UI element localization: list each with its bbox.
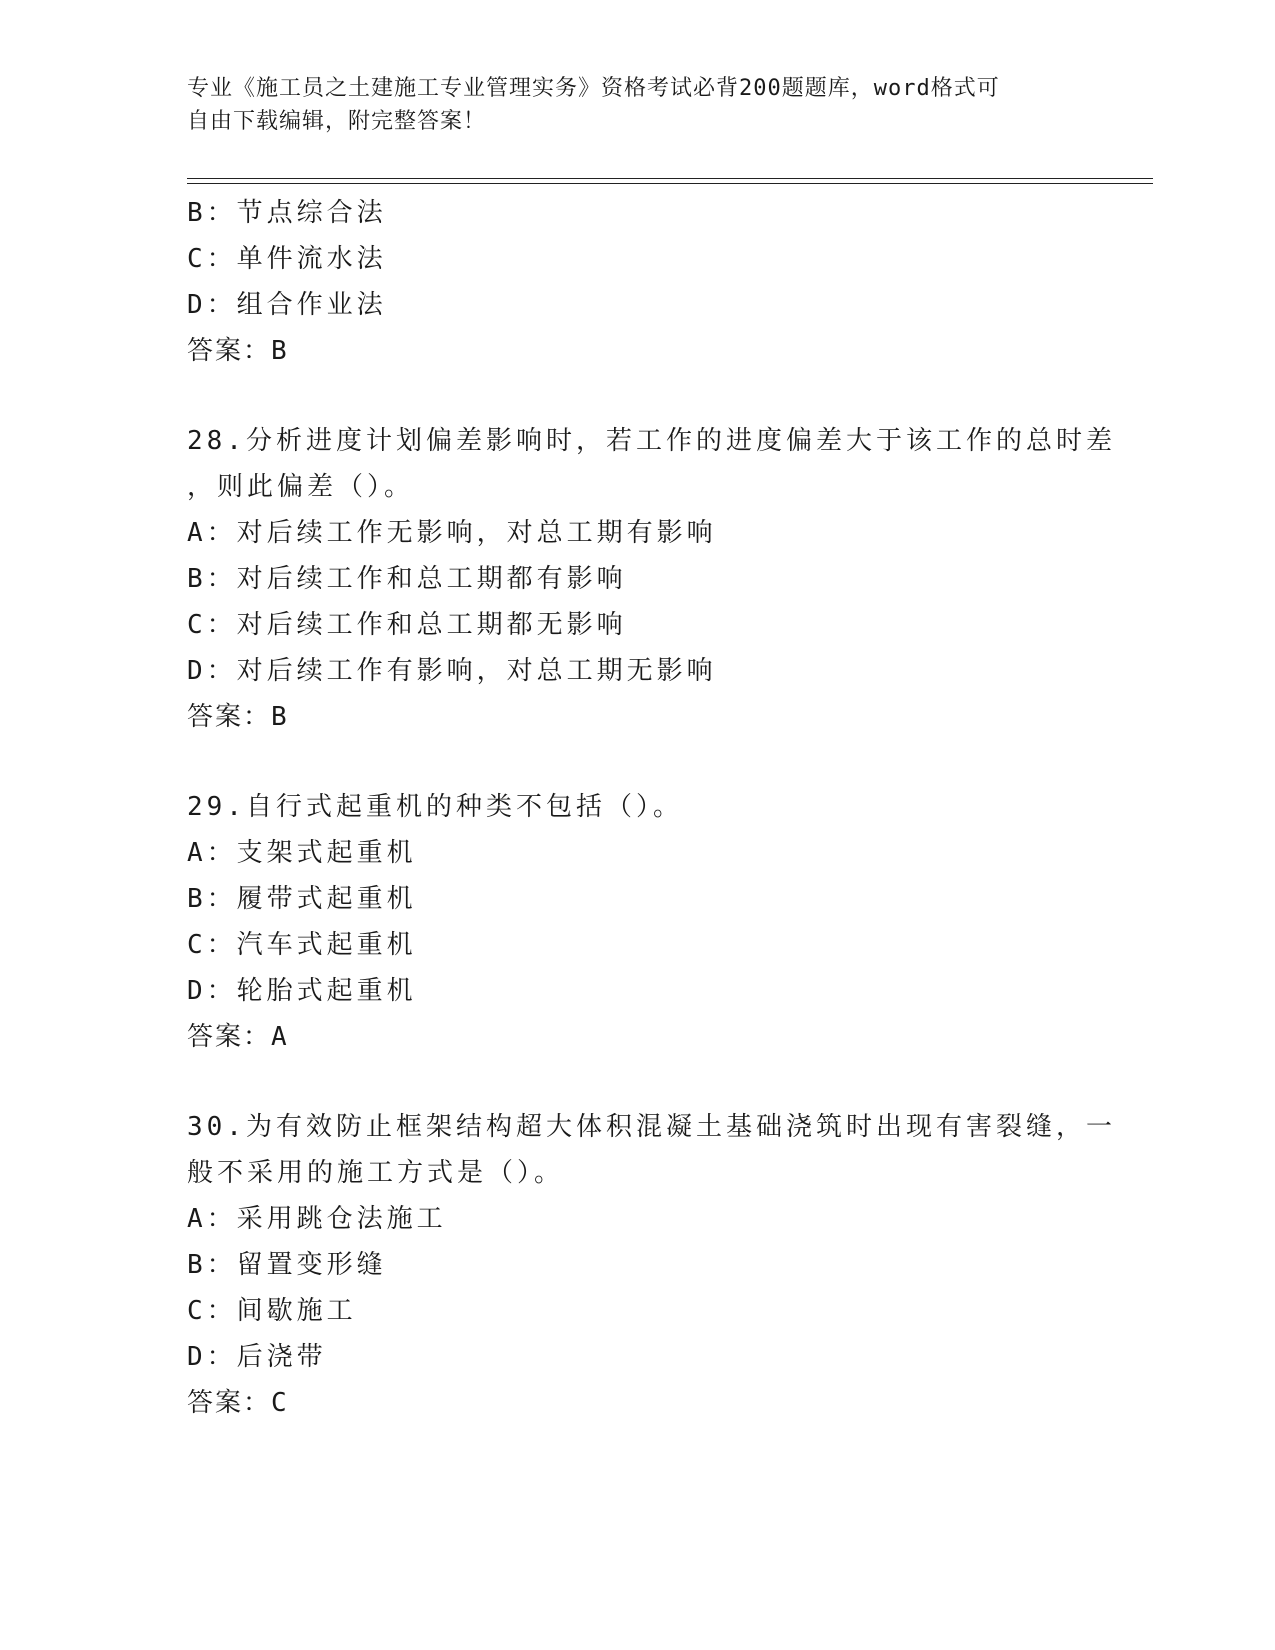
question-30 — [187, 1104, 1116, 1426]
option-a: A：支架式起重机 — [187, 838, 417, 868]
answer-line: 答案：B — [187, 336, 289, 366]
option-c: C：间歇施工 — [187, 1296, 357, 1326]
question-text-line-1: 29.自行式起重机的种类不包括（）。 — [187, 792, 683, 822]
option-b: B：履带式起重机 — [187, 884, 417, 914]
option-d: D：组合作业法 — [187, 290, 387, 320]
option-b: B：节点综合法 — [187, 198, 387, 228]
header-line-1: 专业《施工员之土建施工专业管理实务》资格考试必背200题题库，word格式可 — [187, 76, 1000, 101]
option-a: A：对后续工作无影响，对总工期有影响 — [187, 518, 717, 548]
prev-question-block — [187, 190, 1087, 374]
option-c: C：汽车式起重机 — [187, 930, 417, 960]
option-c: C：单件流水法 — [187, 244, 387, 274]
answer-line: 答案：C — [187, 1388, 289, 1418]
document-header — [187, 72, 1087, 138]
question-text-line-2: ，则此偏差（）。 — [187, 472, 415, 502]
option-a: A：采用跳仓法施工 — [187, 1204, 447, 1234]
question-text-line-2: 般不采用的施工方式是（）。 — [187, 1158, 565, 1188]
answer-line: 答案：A — [187, 1022, 289, 1052]
question-29 — [187, 784, 1087, 1060]
option-b: B：留置变形缝 — [187, 1250, 387, 1280]
question-text-line-1: 30.为有效防止框架结构超大体积混凝土基础浇筑时出现有害裂缝，一 — [187, 1112, 1116, 1142]
option-b: B：对后续工作和总工期都有影响 — [187, 564, 627, 594]
answer-line: 答案：B — [187, 702, 289, 732]
option-d: D：轮胎式起重机 — [187, 976, 417, 1006]
header-line-2: 自由下载编辑，附完整答案！ — [187, 109, 487, 134]
question-text-line-1: 28.分析进度计划偏差影响时，若工作的进度偏差大于该工作的总时差 — [187, 426, 1116, 456]
header-divider — [187, 178, 1153, 184]
question-28 — [187, 418, 1116, 740]
option-c: C：对后续工作和总工期都无影响 — [187, 610, 627, 640]
question-list — [187, 190, 1116, 1426]
option-d: D：对后续工作有影响，对总工期无影响 — [187, 656, 717, 686]
option-d: D：后浇带 — [187, 1342, 327, 1372]
